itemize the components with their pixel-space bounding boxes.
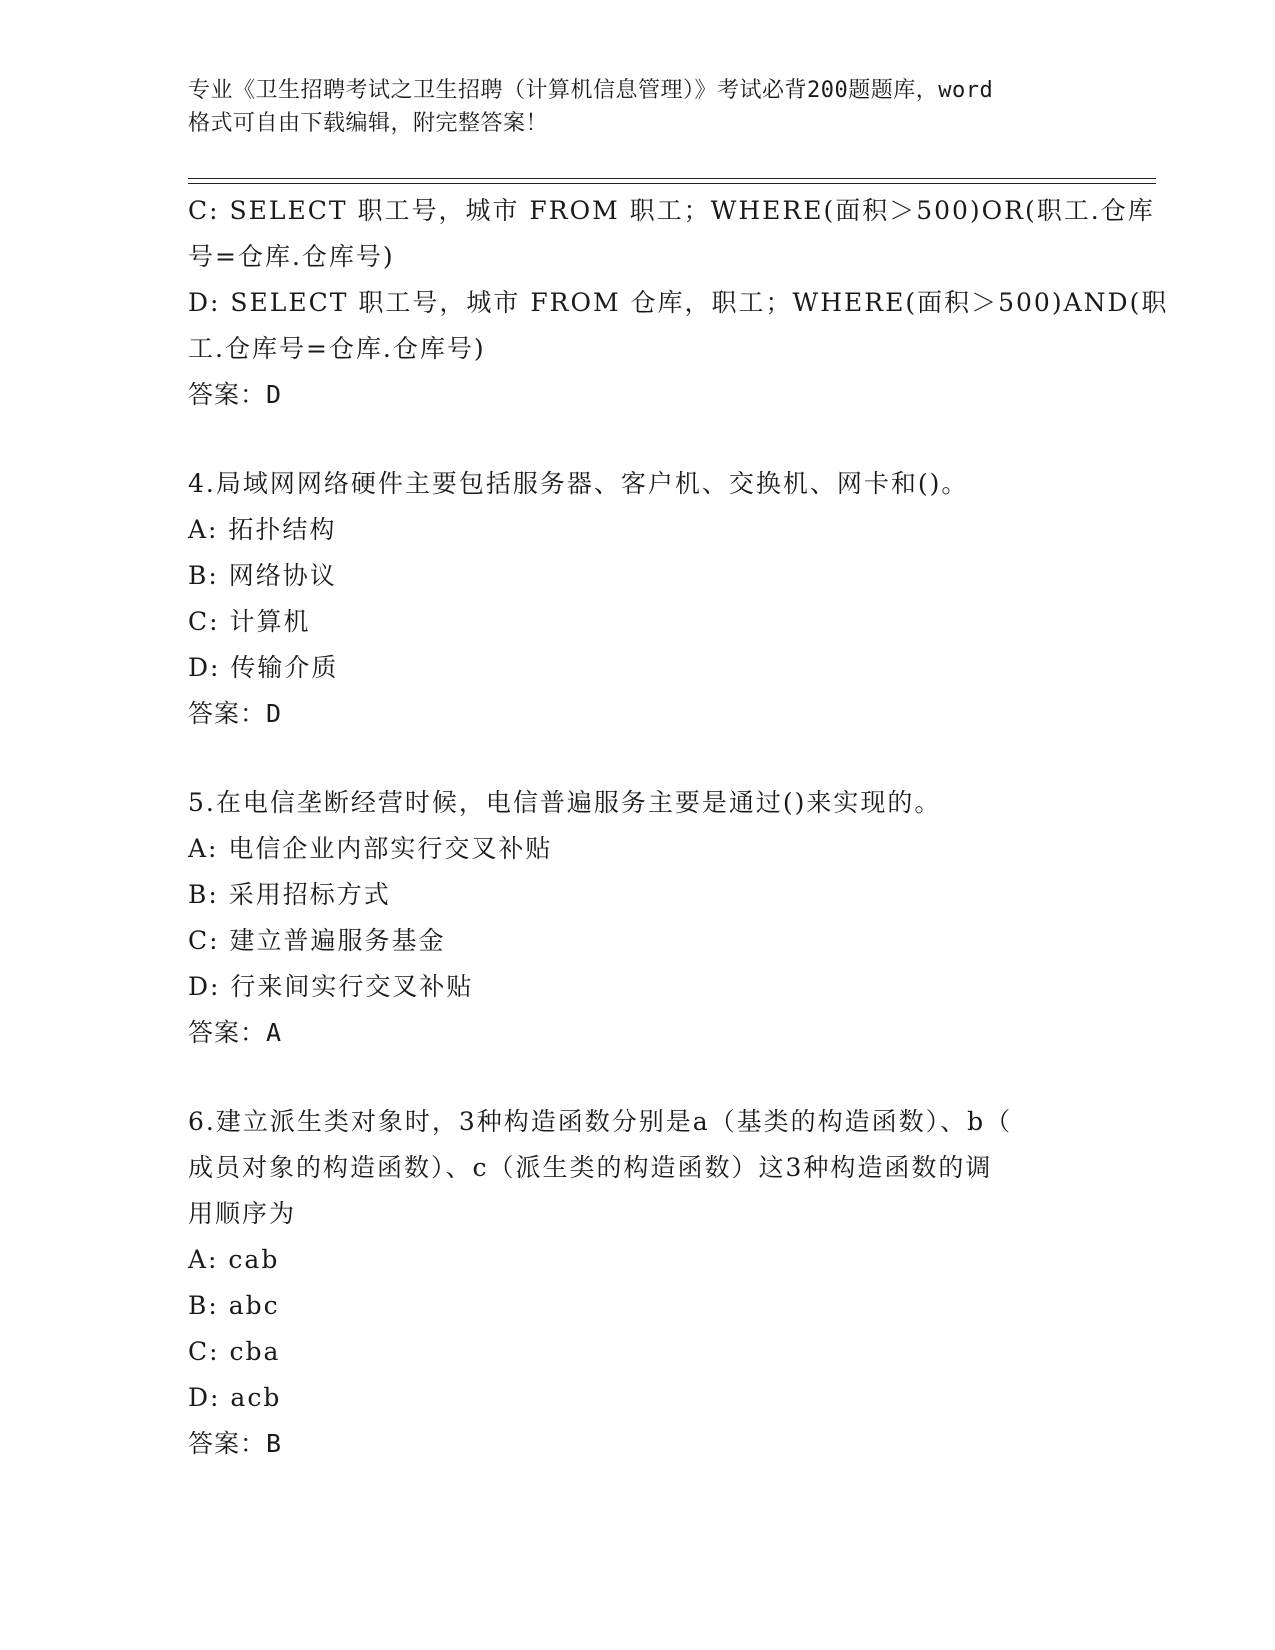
header-line-1: 专业《卫生招聘考试之卫生招聘（计算机信息管理）》考试必背200题题库，word <box>188 78 994 103</box>
option-c: C: 计算机 <box>188 607 311 636</box>
option-b: B: 网络协议 <box>188 561 337 590</box>
spacer <box>188 1056 1088 1099</box>
question-text: 4.局域网网络硬件主要包括服务器、客户机、交换机、网卡和()。 <box>188 469 969 498</box>
option-d: D: 传输介质 <box>188 653 339 682</box>
option-d-line-1: D: SELECT 职工号，城市 FROM 仓库，职工；WHERE(面积＞500)AND(职 <box>188 288 1169 317</box>
question-text-line-2: 成员对象的构造函数）、c（派生类的构造函数）这3种构造函数的调 <box>188 1153 993 1182</box>
question-text: 5.在电信垄断经营时候，电信普遍服务主要是通过()来实现的。 <box>188 788 942 817</box>
question-text-line-1: 6.建立派生类对象时，3种构造函数分别是a（基类的构造函数）、b（ <box>188 1107 1013 1136</box>
option-c-line-2: 号=仓库.仓库号) <box>188 242 395 271</box>
option-d: D: 行来间实行交叉补贴 <box>188 972 474 1001</box>
header-line-2: 格式可自由下载编辑，附完整答案！ <box>188 111 549 136</box>
spacer <box>188 737 1088 780</box>
answer-line: 答案：A <box>188 1018 283 1047</box>
question-4 <box>188 461 1088 737</box>
option-b: B: 采用招标方式 <box>188 880 391 909</box>
option-d: D: acb <box>188 1383 282 1412</box>
answer-line: 答案：D <box>188 699 283 728</box>
question-6 <box>188 1099 1088 1467</box>
answer-line: 答案：D <box>188 380 283 409</box>
option-d-line-2: 工.仓库号=仓库.仓库号) <box>188 334 486 363</box>
option-a: A: 拓扑结构 <box>188 515 337 544</box>
question-text-line-3: 用顺序为 <box>188 1199 297 1228</box>
header-divider-top <box>188 178 1156 179</box>
option-b: B: abc <box>188 1291 280 1320</box>
answer-line: 答案：B <box>188 1429 283 1458</box>
document-body <box>188 188 1169 1467</box>
option-c: C: cba <box>188 1337 281 1366</box>
spacer <box>188 418 1088 461</box>
option-c: C: 建立普遍服务基金 <box>188 926 446 955</box>
option-a: A: 电信企业内部实行交叉补贴 <box>188 834 553 863</box>
document-header <box>188 74 1088 140</box>
header-divider-bottom <box>188 183 1156 184</box>
question-5 <box>188 780 1088 1056</box>
option-a: A: cab <box>188 1245 280 1274</box>
option-c-line-1: C: SELECT 职工号，城市 FROM 职工；WHERE(面积＞500)OR(职工.仓库 <box>188 196 1155 225</box>
question-3-tail <box>188 188 1169 418</box>
